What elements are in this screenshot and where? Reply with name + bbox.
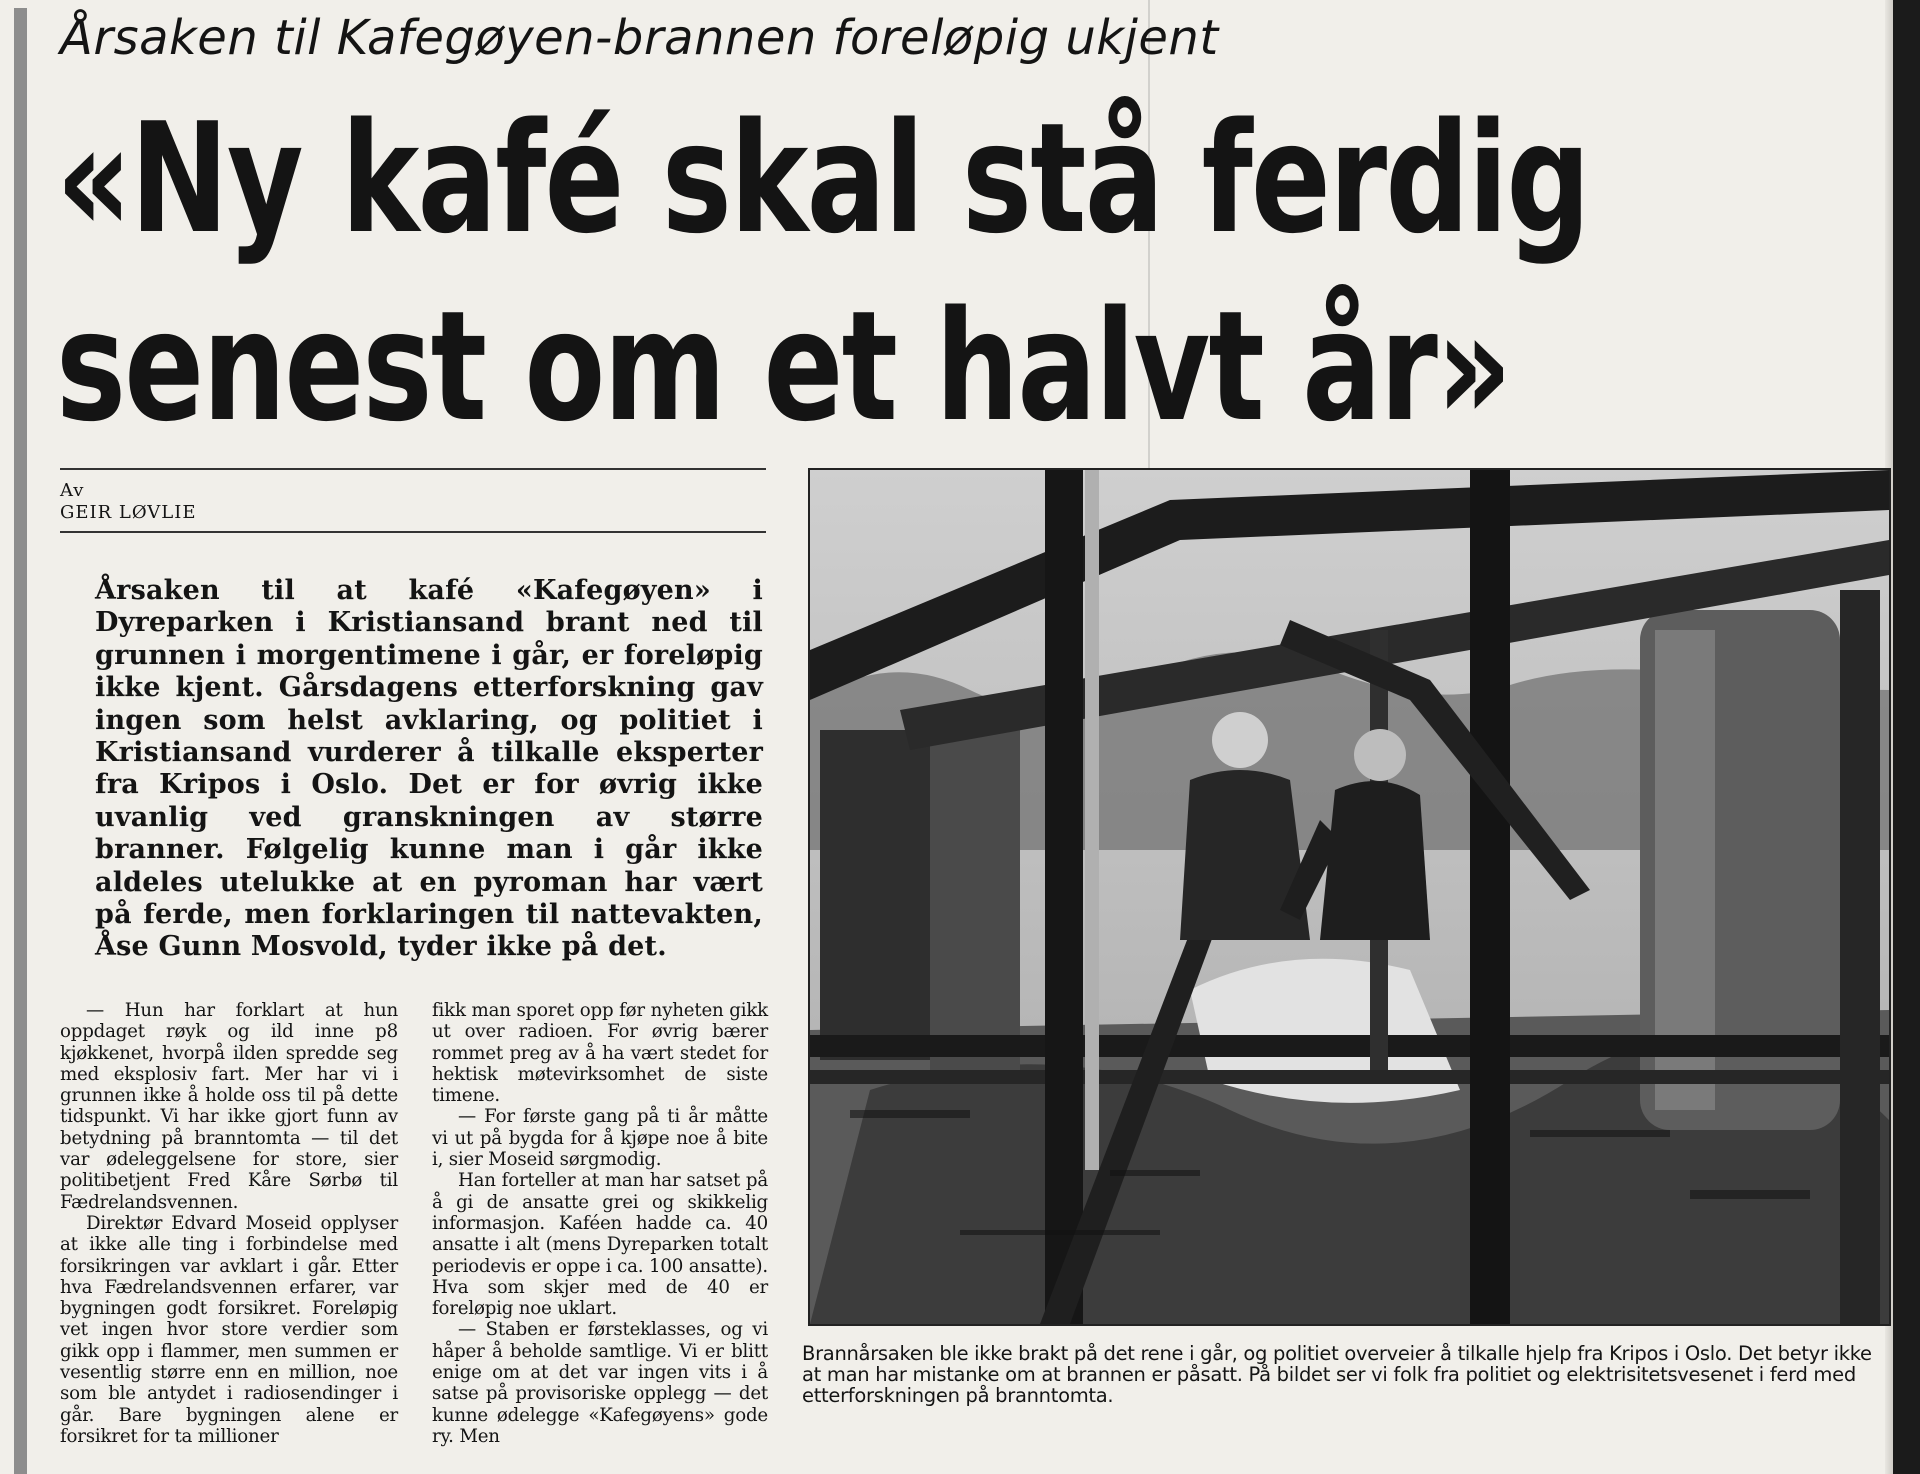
byline-author: GEIR LØVLIE — [60, 502, 197, 523]
article-kicker: Årsaken til Kafegøyen-brannen foreløpig ukjent — [60, 10, 1219, 66]
byline — [60, 468, 766, 533]
paragraph: — Hun har forklart at hun oppdaget røyk og ild inne p8 kjøkkenet, hvorpå ilden spredde seg med eksplosiv fart. Mer har vi i grunnen ikke å holde oss til på dette tidspunkt. Vi har ikke gjort funn av betydning på branntomta — til det var ødeleggelsene for store, sier politibetjent Fred Kåre Sørbø til Fædrelandsvennen. — [60, 1000, 398, 1213]
scan-border — [1893, 0, 1920, 1474]
paragraph: fikk man sporet opp før nyheten gikk ut over radioen. For øvrig bærer rommet preg av å ha vært stedet for hektisk møtevirksomhet de siste timene. — [432, 1000, 768, 1107]
left-margin-bar — [14, 8, 27, 1474]
article-headline — [56, 85, 1604, 461]
body-column-2 — [432, 1000, 768, 1447]
lead-paragraph: Årsaken til at kafé «Kafegøyen» i Dyreparken i Kristiansand brant ned til grunnen i morgentimene i går, er foreløpig ikke kjent. Gårsdagens etterforskning gav ingen som helst avklaring, og politiet i Kristiansand vurderer å tilkalle eksperter fra Kripos i Oslo. Det er for øvrig ikke uvanlig ved granskningen av større branner. Følgelig kunne man i går ikke aldeles utelukke at en pyroman har vært på ferde, men forklaringen til nattevakten, Åse Gunn Mosvold, tyder ikke på det. — [95, 575, 763, 963]
photo-illustration — [810, 470, 1889, 1324]
byline-label: Av — [60, 480, 85, 501]
fire-site-photo — [808, 468, 1891, 1326]
body-column-1 — [60, 1000, 398, 1447]
paragraph: Han forteller at man har satset på å gi de ansatte grei og skikkelig informasjon. Kaféen hadde ca. 40 ansatte i alt (mens Dyreparken totalt periodevis er oppe i ca. 100 ansatte). Hva som skjer med de 40 er foreløpig noe uklart. — [432, 1170, 768, 1320]
photo-caption: Brannårsaken ble ikke brakt på det rene i går, og politiet overveier å tilkalle hjelp fra Kripos i Oslo. Det betyr ikke at man har mistanke om at brannen er påsatt. På bildet ser vi folk fra politiet og elektrisitetsvesenet i ferd med etterforskningen på branntomta. — [802, 1342, 1872, 1407]
paragraph: — Staben er førsteklasses, og vi håper å beholde samtlige. Vi er blitt enige om at det var ingen vits i å satse på provisoriske opplegg — det kunne ødelegge «Kafegøyens» gode ry. Men — [432, 1319, 768, 1447]
paragraph: Direktør Edvard Moseid opplyser at ikke alle ting i forbindelse med forsikringen var avklart i går. Etter hva Fædrelandsvennen erfarer, var bygningen godt forsikret. Foreløpig vet ingen hvor store verdier som gikk opp i flammer, men summen er vesentlig større enn en million, noe som ble antydet i radiosendinger i går. Bare bygningen alene er forsikret for ta millioner — [60, 1212, 398, 1447]
headline-line-1: «Ny kafé skal stå ferdig — [56, 90, 1589, 267]
paragraph: — For første gang på ti år måtte vi ut på bygda for å kjøpe noe å bite i, sier Moseid sørgmodig. — [432, 1106, 768, 1171]
headline-line-2: senest om et halvt år» — [56, 278, 1511, 455]
